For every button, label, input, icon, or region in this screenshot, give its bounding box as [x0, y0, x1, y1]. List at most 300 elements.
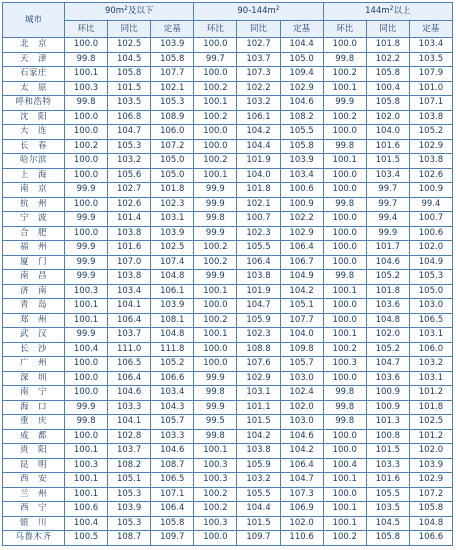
value-cell: 100.2	[65, 139, 108, 154]
value-cell: 105.3	[108, 516, 151, 531]
value-cell: 99.8	[65, 52, 108, 67]
value-cell: 105.3	[151, 96, 194, 111]
table-row	[3, 255, 453, 270]
value-cell: 100.3	[194, 473, 237, 488]
value-cell: 99.9	[194, 226, 237, 241]
value-cell: 100.0	[323, 212, 366, 227]
value-cell: 100.0	[65, 125, 108, 140]
value-cell: 101.8	[151, 183, 194, 198]
value-cell: 100.0	[65, 357, 108, 372]
value-cell: 106.0	[409, 342, 452, 357]
value-cell: 104.7	[108, 125, 151, 140]
value-cell: 104.2	[280, 284, 323, 299]
table-row	[3, 400, 453, 415]
value-cell: 100.2	[194, 313, 237, 328]
value-cell: 104.7	[280, 473, 323, 488]
value-cell: 103.0	[280, 371, 323, 386]
table-row	[3, 371, 453, 386]
value-cell: 100.1	[194, 96, 237, 111]
value-cell: 105.5	[280, 125, 323, 140]
city-cell: 武 汉	[3, 328, 65, 343]
value-cell: 107.7	[280, 313, 323, 328]
value-cell: 103.2	[409, 357, 452, 372]
value-cell: 103.9	[151, 226, 194, 241]
value-cell: 102.9	[409, 473, 452, 488]
value-cell: 101.5	[366, 154, 409, 169]
value-cell: 99.5	[194, 415, 237, 430]
value-cell: 107.4	[151, 255, 194, 270]
value-cell: 102.1	[151, 81, 194, 96]
city-cell: 天 津	[3, 52, 65, 67]
value-cell: 106.5	[108, 357, 151, 372]
value-cell: 99.9	[65, 255, 108, 270]
value-cell: 106.4	[280, 241, 323, 256]
value-cell: 102.8	[108, 429, 151, 444]
group-header-1-pre: 90-144m	[237, 6, 276, 16]
value-cell: 99.8	[194, 212, 237, 227]
value-cell: 103.4	[151, 386, 194, 401]
value-cell: 107.1	[151, 487, 194, 502]
value-cell: 100.1	[65, 473, 108, 488]
value-cell: 100.0	[194, 299, 237, 314]
value-cell: 105.2	[366, 270, 409, 285]
value-cell: 100.3	[65, 458, 108, 473]
value-cell: 101.9	[237, 284, 280, 299]
value-cell: 100.4	[366, 81, 409, 96]
table-body	[3, 38, 453, 546]
table-row	[3, 96, 453, 111]
value-cell: 104.3	[151, 400, 194, 415]
city-cell: 哈尔滨	[3, 154, 65, 169]
value-cell: 100.2	[194, 81, 237, 96]
city-cell: 合 肥	[3, 226, 65, 241]
group-header-0-sup: 2	[124, 5, 128, 12]
city-cell: 南 京	[3, 183, 65, 198]
value-cell: 102.4	[280, 386, 323, 401]
value-cell: 106.6	[409, 531, 452, 546]
subcolumn-header-1-1: 同比	[237, 21, 280, 38]
value-cell: 103.9	[151, 299, 194, 314]
value-cell: 104.0	[237, 168, 280, 183]
value-cell: 102.2	[237, 81, 280, 96]
value-cell: 99.4	[409, 197, 452, 212]
value-cell: 104.5	[108, 52, 151, 67]
value-cell: 100.4	[65, 342, 108, 357]
value-cell: 106.4	[151, 502, 194, 517]
value-cell: 106.9	[280, 502, 323, 517]
value-cell: 103.4	[366, 168, 409, 183]
value-cell: 105.7	[151, 415, 194, 430]
value-cell: 105.7	[280, 357, 323, 372]
value-cell: 100.2	[194, 255, 237, 270]
value-cell: 108.2	[108, 458, 151, 473]
city-cell: 太 原	[3, 81, 65, 96]
value-cell: 104.1	[108, 415, 151, 430]
value-cell: 103.7	[237, 52, 280, 67]
value-cell: 100.1	[323, 284, 366, 299]
value-cell: 99.8	[323, 139, 366, 154]
value-cell: 103.8	[108, 270, 151, 285]
value-cell: 99.9	[65, 183, 108, 198]
table-row	[3, 386, 453, 401]
value-cell: 103.3	[151, 429, 194, 444]
value-cell: 99.8	[65, 415, 108, 430]
group-header-2	[323, 3, 452, 21]
value-cell: 102.7	[108, 183, 151, 198]
table-row	[3, 226, 453, 241]
value-cell: 100.0	[323, 38, 366, 53]
city-cell: 深 圳	[3, 371, 65, 386]
subcolumn-header-0-0: 环比	[65, 21, 108, 38]
value-cell: 101.4	[108, 212, 151, 227]
value-cell: 109.8	[280, 342, 323, 357]
city-cell: 大 连	[3, 125, 65, 140]
table-row	[3, 284, 453, 299]
value-cell: 104.8	[151, 270, 194, 285]
table-row	[3, 458, 453, 473]
value-cell: 104.2	[237, 429, 280, 444]
value-cell: 103.8	[409, 154, 452, 169]
value-cell: 107.2	[409, 487, 452, 502]
value-cell: 101.7	[366, 241, 409, 256]
value-cell: 100.0	[323, 183, 366, 198]
value-cell: 103.3	[108, 400, 151, 415]
value-cell: 109.7	[151, 531, 194, 546]
value-cell: 100.1	[65, 444, 108, 459]
table-row	[3, 212, 453, 227]
value-cell: 102.7	[237, 38, 280, 53]
value-cell: 100.2	[194, 154, 237, 169]
city-cell: 呼和浩特	[3, 96, 65, 111]
value-cell: 100.2	[194, 241, 237, 256]
value-cell: 102.0	[409, 444, 452, 459]
value-cell: 100.2	[323, 110, 366, 125]
group-header-1	[194, 3, 323, 21]
city-cell: 成 都	[3, 429, 65, 444]
table-row	[3, 38, 453, 53]
table-row	[3, 487, 453, 502]
city-cell: 广 州	[3, 357, 65, 372]
table-header	[3, 3, 453, 38]
value-cell: 99.8	[323, 386, 366, 401]
table-row	[3, 357, 453, 372]
value-cell: 108.7	[108, 531, 151, 546]
table-row	[3, 67, 453, 82]
value-cell: 99.7	[366, 183, 409, 198]
subcolumn-header-2-0: 环比	[323, 21, 366, 38]
value-cell: 101.6	[108, 241, 151, 256]
value-cell: 99.9	[65, 212, 108, 227]
value-cell: 102.2	[366, 52, 409, 67]
value-cell: 100.0	[65, 371, 108, 386]
subcolumn-header-0-2: 定基	[151, 21, 194, 38]
value-cell: 100.1	[323, 473, 366, 488]
value-cell: 104.8	[366, 313, 409, 328]
value-cell: 100.7	[409, 212, 452, 227]
value-cell: 106.1	[237, 110, 280, 125]
value-cell: 101.6	[366, 139, 409, 154]
value-cell: 100.1	[194, 444, 237, 459]
city-cell: 西 宁	[3, 502, 65, 517]
value-cell: 100.3	[194, 516, 237, 531]
value-cell: 101.3	[366, 415, 409, 430]
value-cell: 101.5	[237, 415, 280, 430]
value-cell: 105.0	[151, 154, 194, 169]
city-cell: 南 昌	[3, 270, 65, 285]
value-cell: 105.8	[108, 67, 151, 82]
value-cell: 100.1	[194, 168, 237, 183]
value-cell: 100.0	[194, 357, 237, 372]
value-cell: 100.4	[65, 516, 108, 531]
group-header-0-post: 及以下	[127, 6, 154, 16]
table-row	[3, 429, 453, 444]
value-cell: 100.3	[65, 284, 108, 299]
value-cell: 100.0	[323, 444, 366, 459]
value-cell: 105.2	[151, 357, 194, 372]
value-cell: 105.9	[237, 313, 280, 328]
value-cell: 107.1	[409, 96, 452, 111]
table-row	[3, 444, 453, 459]
value-cell: 103.4	[409, 38, 452, 53]
value-cell: 102.5	[108, 38, 151, 53]
value-cell: 100.3	[65, 81, 108, 96]
value-cell: 100.1	[323, 81, 366, 96]
value-cell: 104.4	[237, 502, 280, 517]
city-cell: 贵 阳	[3, 444, 65, 459]
value-cell: 99.4	[366, 212, 409, 227]
value-cell: 103.9	[108, 502, 151, 517]
value-cell: 99.9	[65, 270, 108, 285]
value-cell: 107.9	[409, 67, 452, 82]
value-cell: 102.9	[280, 81, 323, 96]
value-cell: 100.0	[65, 168, 108, 183]
value-cell: 105.8	[366, 67, 409, 82]
value-cell: 100.1	[65, 487, 108, 502]
value-cell: 102.1	[237, 197, 280, 212]
value-cell: 107.0	[108, 255, 151, 270]
value-cell: 101.8	[409, 400, 452, 415]
value-cell: 106.1	[151, 284, 194, 299]
table-row	[3, 168, 453, 183]
value-cell: 100.1	[65, 67, 108, 82]
city-column-header: 城市	[3, 3, 65, 38]
value-cell: 102.6	[108, 197, 151, 212]
value-cell: 101.5	[366, 444, 409, 459]
value-cell: 105.5	[366, 487, 409, 502]
value-cell: 100.0	[323, 125, 366, 140]
city-cell: 宁 波	[3, 212, 65, 227]
value-cell: 100.0	[65, 429, 108, 444]
value-cell: 106.5	[151, 473, 194, 488]
value-cell: 109.4	[280, 67, 323, 82]
value-cell: 110.6	[280, 531, 323, 546]
value-cell: 103.8	[409, 110, 452, 125]
value-cell: 104.5	[366, 516, 409, 531]
value-cell: 103.9	[409, 458, 452, 473]
value-cell: 100.0	[323, 313, 366, 328]
value-cell: 108.2	[280, 110, 323, 125]
table-row	[3, 473, 453, 488]
value-cell: 99.9	[194, 371, 237, 386]
value-cell: 101.8	[366, 38, 409, 53]
value-cell: 105.5	[237, 241, 280, 256]
value-cell: 102.6	[409, 168, 452, 183]
table-row	[3, 52, 453, 67]
city-cell: 石家庄	[3, 67, 65, 82]
value-cell: 100.2	[194, 110, 237, 125]
group-header-0	[65, 3, 194, 21]
city-cell: 郑 州	[3, 313, 65, 328]
value-cell: 104.0	[280, 328, 323, 343]
value-cell: 102.0	[366, 110, 409, 125]
table-row	[3, 241, 453, 256]
city-cell: 西 安	[3, 473, 65, 488]
value-cell: 100.1	[323, 328, 366, 343]
value-cell: 105.3	[108, 139, 151, 154]
value-cell: 103.2	[237, 473, 280, 488]
group-header-0-pre: 90m	[104, 6, 125, 16]
value-cell: 103.8	[237, 444, 280, 459]
value-cell: 100.0	[65, 226, 108, 241]
value-cell: 100.0	[194, 531, 237, 546]
value-cell: 103.9	[280, 154, 323, 169]
table-row	[3, 531, 453, 546]
value-cell: 107.7	[151, 67, 194, 82]
value-cell: 104.6	[151, 444, 194, 459]
city-cell: 银 川	[3, 516, 65, 531]
value-cell: 100.6	[409, 226, 452, 241]
value-cell: 101.2	[409, 429, 452, 444]
value-cell: 105.8	[151, 516, 194, 531]
value-cell: 107.3	[280, 487, 323, 502]
city-cell: 北 京	[3, 38, 65, 53]
header-row-groups	[3, 3, 453, 21]
value-cell: 100.0	[65, 38, 108, 53]
value-cell: 100.6	[280, 183, 323, 198]
value-cell: 99.9	[65, 328, 108, 343]
value-cell: 99.7	[194, 52, 237, 67]
header-row-subcolumns	[3, 21, 453, 38]
value-cell: 104.6	[280, 96, 323, 111]
value-cell: 101.5	[108, 81, 151, 96]
value-cell: 100.0	[323, 371, 366, 386]
value-cell: 102.3	[151, 197, 194, 212]
value-cell: 105.2	[366, 342, 409, 357]
value-cell: 100.0	[65, 110, 108, 125]
value-cell: 103.7	[108, 444, 151, 459]
table-row	[3, 81, 453, 96]
value-cell: 104.2	[237, 125, 280, 140]
value-cell: 103.5	[409, 52, 452, 67]
value-cell: 100.9	[280, 197, 323, 212]
city-cell: 济 南	[3, 284, 65, 299]
value-cell: 101.8	[237, 183, 280, 198]
value-cell: 99.8	[323, 270, 366, 285]
value-cell: 103.6	[366, 299, 409, 314]
value-cell: 100.1	[194, 284, 237, 299]
value-cell: 99.9	[194, 183, 237, 198]
value-cell: 105.8	[151, 52, 194, 67]
table-row	[3, 502, 453, 517]
value-cell: 102.3	[237, 328, 280, 343]
price-index-table	[2, 2, 453, 546]
value-cell: 106.0	[151, 125, 194, 140]
value-cell: 100.0	[323, 226, 366, 241]
value-cell: 102.5	[409, 415, 452, 430]
value-cell: 102.0	[280, 516, 323, 531]
value-cell: 108.9	[151, 110, 194, 125]
value-cell: 99.8	[323, 400, 366, 415]
value-cell: 108.8	[237, 342, 280, 357]
value-cell: 100.4	[323, 458, 366, 473]
value-cell: 111.8	[151, 342, 194, 357]
city-cell: 沈 阳	[3, 110, 65, 125]
value-cell: 100.3	[194, 458, 237, 473]
subcolumn-header-0-1: 同比	[108, 21, 151, 38]
city-cell: 长 沙	[3, 342, 65, 357]
value-cell: 101.2	[409, 386, 452, 401]
value-cell: 105.8	[366, 531, 409, 546]
value-cell: 103.3	[366, 458, 409, 473]
value-cell: 100.2	[194, 502, 237, 517]
table-row	[3, 342, 453, 357]
table-row	[3, 154, 453, 169]
subcolumn-header-2-2: 定基	[409, 21, 452, 38]
value-cell: 99.9	[194, 400, 237, 415]
value-cell: 100.6	[65, 502, 108, 517]
value-cell: 100.0	[194, 139, 237, 154]
value-cell: 100.2	[323, 531, 366, 546]
value-cell: 106.4	[108, 371, 151, 386]
group-header-1-sup: 2	[275, 5, 280, 12]
table-row	[3, 125, 453, 140]
value-cell: 101.9	[237, 154, 280, 169]
table-row	[3, 313, 453, 328]
value-cell: 104.2	[280, 444, 323, 459]
value-cell: 105.8	[409, 502, 452, 517]
value-cell: 108.1	[151, 313, 194, 328]
table-row	[3, 299, 453, 314]
table-row	[3, 415, 453, 430]
city-cell: 厦 门	[3, 255, 65, 270]
subcolumn-header-1-0: 环比	[194, 21, 237, 38]
value-cell: 106.4	[108, 313, 151, 328]
value-cell: 108.7	[151, 458, 194, 473]
value-cell: 100.0	[65, 197, 108, 212]
value-cell: 103.4	[108, 284, 151, 299]
value-cell: 104.6	[280, 429, 323, 444]
value-cell: 100.0	[323, 487, 366, 502]
city-cell: 南 宁	[3, 386, 65, 401]
value-cell: 111.0	[108, 342, 151, 357]
table-row	[3, 183, 453, 198]
value-cell: 103.5	[366, 502, 409, 517]
value-cell: 105.0	[151, 168, 194, 183]
value-cell: 101.5	[237, 516, 280, 531]
value-cell: 99.8	[194, 386, 237, 401]
value-cell: 100.5	[65, 531, 108, 546]
value-cell: 102.0	[280, 400, 323, 415]
value-cell: 103.9	[151, 38, 194, 53]
subcolumn-header-1-2: 定基	[280, 21, 323, 38]
value-cell: 100.0	[323, 299, 366, 314]
value-cell: 105.6	[108, 168, 151, 183]
value-cell: 106.6	[151, 371, 194, 386]
value-cell: 99.9	[194, 270, 237, 285]
value-cell: 100.0	[194, 38, 237, 53]
value-cell: 99.9	[65, 241, 108, 256]
value-cell: 105.0	[409, 284, 452, 299]
